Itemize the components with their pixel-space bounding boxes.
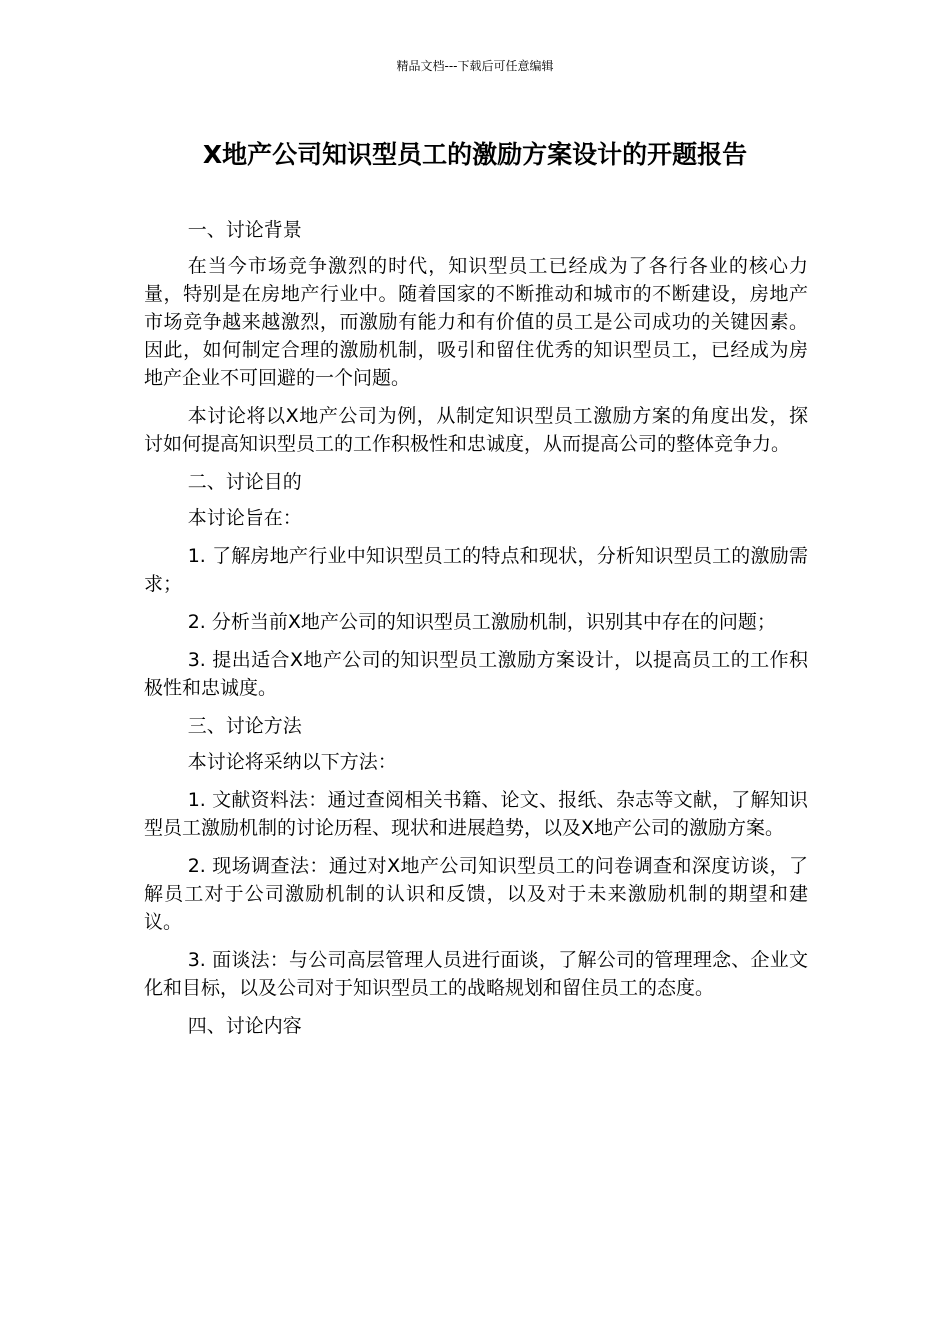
paragraph-purpose-intro: 本讨论旨在： bbox=[187, 507, 302, 529]
header-note: 精品文档---下载后可任意编辑 bbox=[396, 59, 554, 73]
paragraph-background-2: 本讨论将以X地产公司为例，从制定知识型员工激励方案的角度出发，探讨如何提高知识型员工的工作积极性和忠诚度，从而提高公司的整体竞争力。 bbox=[144, 405, 808, 455]
paragraph-background-1: 在当今市场竞争激烈的时代，知识型员工已经成为了各行各业的核心力量，特别是在房地产行业中。随着国家的不断推动和城市的不断建设，房地产市场竞争越来越激烈，而激励有能力和有价值的员工是公司成功的关键因素。因此，如何制定合理的激励机制，吸引和留住优秀的知识型员工，已经成为房地产企业不可回避的一个问题。 bbox=[144, 255, 808, 389]
list-item-purpose-3: 3. 提出适合X地产公司的知识型员工激励方案设计，以提高员工的工作积极性和忠诚度。 bbox=[144, 649, 808, 699]
section-heading-content: 四、讨论内容 bbox=[187, 1015, 302, 1037]
list-item-purpose-1: 1. 了解房地产行业中知识型员工的特点和现状，分析知识型员工的激励需求； bbox=[144, 545, 808, 595]
section-heading-background: 一、讨论背景 bbox=[187, 219, 302, 241]
list-item-method-1: 1. 文献资料法：通过查阅相关书籍、论文、报纸、杂志等文献，了解知识型员工激励机制的讨论历程、现状和进展趋势，以及X地产公司的激励方案。 bbox=[144, 789, 808, 839]
paragraph-methods-intro: 本讨论将采纳以下方法： bbox=[187, 751, 397, 773]
list-item-purpose-2: 2. 分析当前X地产公司的知识型员工激励机制，识别其中存在的问题； bbox=[187, 611, 776, 633]
section-heading-methods: 三、讨论方法 bbox=[187, 715, 302, 737]
section-heading-purpose: 二、讨论目的 bbox=[187, 471, 302, 493]
list-item-method-2: 2. 现场调查法：通过对X地产公司知识型员工的问卷调查和深度访谈，了解员工对于公司激励机制的认识和反馈，以及对于未来激励机制的期望和建议。 bbox=[144, 855, 808, 933]
document-body bbox=[144, 216, 808, 1048]
list-item-method-3: 3. 面谈法：与公司高层管理人员进行面谈，了解公司的管理理念、企业文化和目标，以及公司对于知识型员工的战略规划和留住员工的态度。 bbox=[144, 949, 808, 999]
document-title: X地产公司知识型员工的激励方案设计的开题报告 bbox=[202, 140, 748, 169]
